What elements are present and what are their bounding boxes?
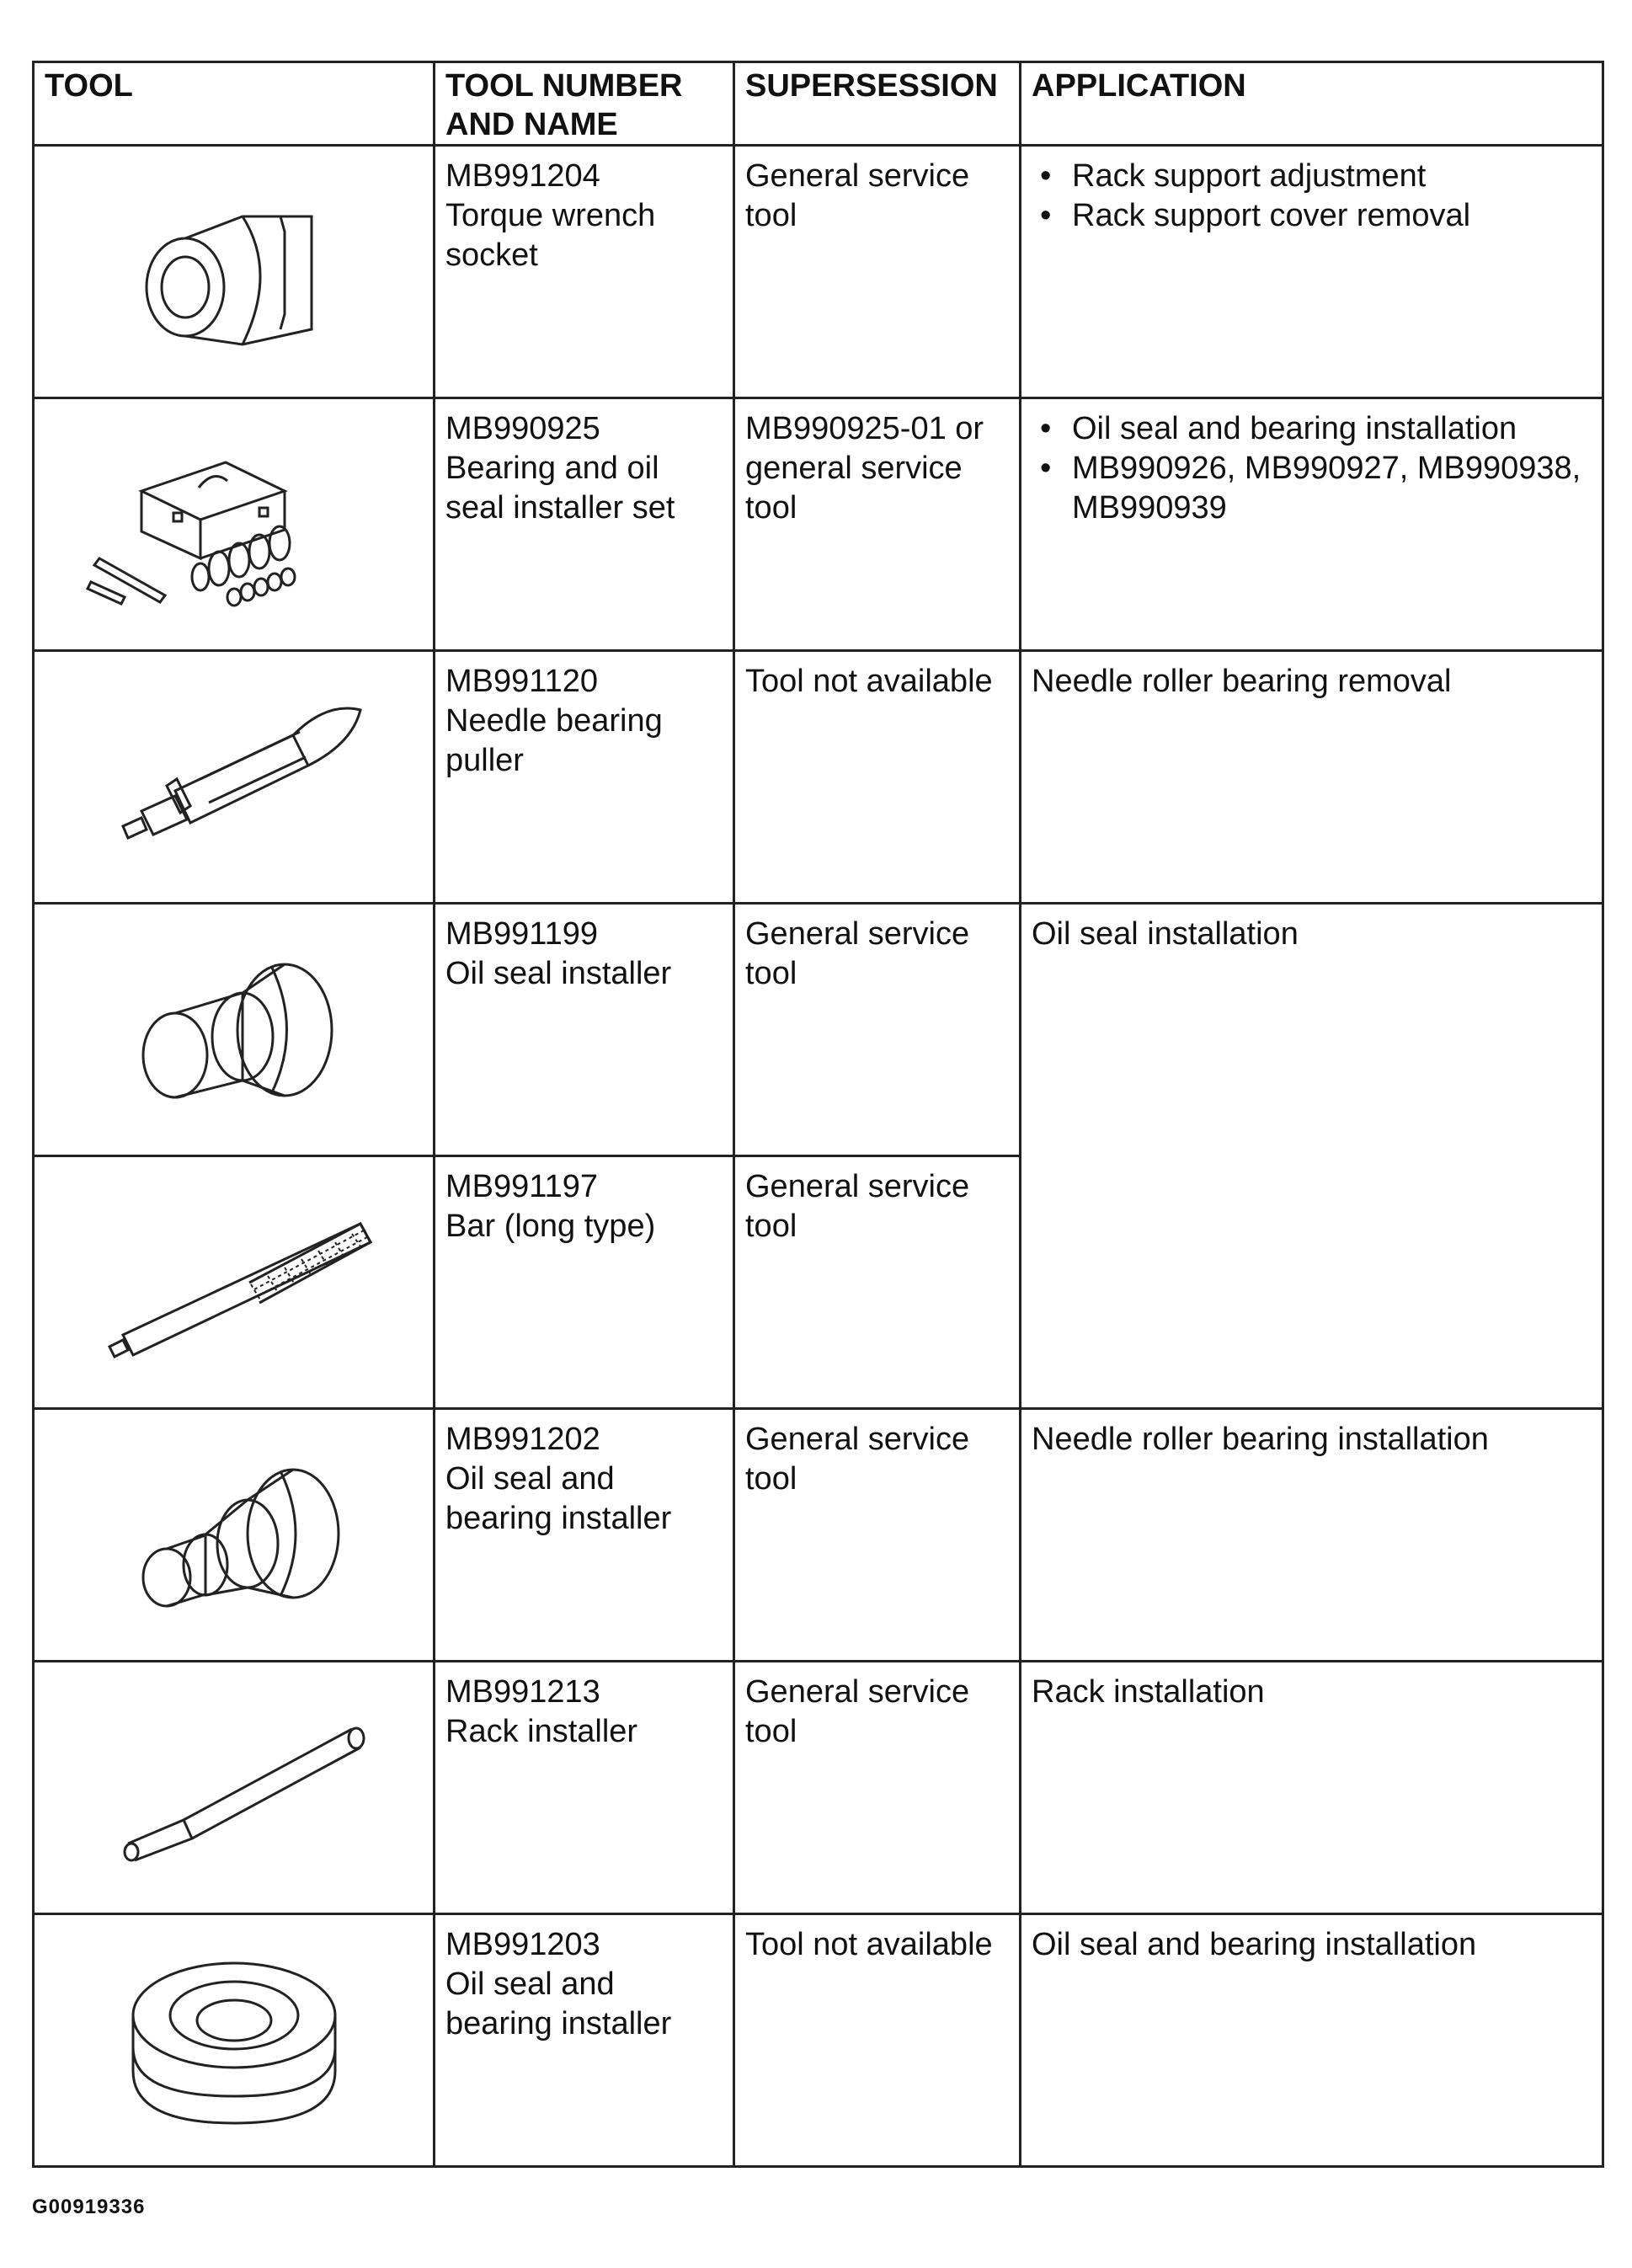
tool-number: MB991202 <box>445 1422 600 1457</box>
tool-name: Bearing and oil seal installer set <box>445 451 675 526</box>
application-item: • MB990926, MB990927, MB990938, MB990939 <box>1032 449 1592 528</box>
table-row <box>34 904 1603 1156</box>
oil-seal-installer-icon <box>99 937 369 1123</box>
tool-number: MB991199 <box>445 916 598 952</box>
tool-number-cell <box>435 398 734 651</box>
tool-image-cell <box>34 398 435 651</box>
supersession-cell: General service tool <box>734 1156 1021 1409</box>
supersession-cell: General service tool <box>734 1662 1021 1914</box>
application-list <box>1032 409 1592 528</box>
tool-image-cell <box>34 1914 435 2167</box>
tool-number: MB991213 <box>445 1674 600 1710</box>
supersession-cell: General service tool <box>734 904 1021 1156</box>
supersession-cell: General service tool <box>734 146 1021 398</box>
figure-reference-id: G00919336 <box>32 2196 146 2218</box>
table-row <box>34 146 1603 398</box>
tool-image-cell <box>34 1662 435 1914</box>
application-cell: Rack installation <box>1021 1662 1603 1914</box>
tool-number-cell <box>435 1409 734 1662</box>
bearing-puller-icon <box>83 685 386 870</box>
tool-image-cell <box>34 651 435 904</box>
supersession-cell: General service tool <box>734 1409 1021 1662</box>
table-row <box>34 398 1603 651</box>
special-tools-table <box>32 61 1604 2168</box>
application-item: • Rack support adjustment <box>1032 157 1592 196</box>
tool-name: Oil seal installer <box>445 956 672 991</box>
socket-icon <box>116 179 352 365</box>
tool-image-cell <box>34 904 435 1156</box>
supersession-cell: MB990925-01 or general service tool <box>734 398 1021 651</box>
tool-number-cell <box>435 904 734 1156</box>
application-cell: Oil seal and bearing installation <box>1021 1914 1603 2167</box>
tool-number: MB991204 <box>445 158 600 194</box>
ring-installer-icon <box>99 1940 369 2142</box>
application-cell <box>1021 398 1603 651</box>
header-tool-number: TOOL NUMBER AND NAME <box>435 62 734 146</box>
tool-number-cell <box>435 651 734 904</box>
tool-number-cell <box>435 1662 734 1914</box>
application-cell: Needle roller bearing removal <box>1021 651 1603 904</box>
application-item: • Oil seal and bearing installation <box>1032 409 1592 449</box>
tool-number-cell <box>435 146 734 398</box>
tool-number-cell <box>435 1914 734 2167</box>
header-row <box>34 62 1603 146</box>
application-cell: Oil seal installation <box>1021 904 1603 1409</box>
header-supersession: SUPERSESSION <box>734 62 1021 146</box>
tool-image-cell <box>34 1409 435 1662</box>
bearing-installer-icon <box>99 1443 369 1628</box>
tool-name: Needle bearing puller <box>445 703 663 778</box>
header-tool: TOOL <box>34 62 435 146</box>
tool-image-cell <box>34 146 435 398</box>
tool-name: Oil seal and bearing installer <box>445 1966 672 2041</box>
table-row <box>34 1662 1603 1914</box>
table-row <box>34 1409 1603 1662</box>
application-list <box>1032 157 1592 236</box>
supersession-cell: Tool not available <box>734 651 1021 904</box>
tool-number: MB990925 <box>445 411 600 446</box>
tool-name: Rack installer <box>445 1714 638 1749</box>
tool-number: MB991197 <box>445 1169 598 1204</box>
header-application: APPLICATION <box>1021 62 1603 146</box>
tool-number: MB991120 <box>445 664 598 699</box>
application-cell <box>1021 146 1603 398</box>
tool-number: MB991203 <box>445 1927 600 1962</box>
rack-installer-icon <box>74 1695 394 1881</box>
table-row <box>34 651 1603 904</box>
application-cell: Needle roller bearing installation <box>1021 1409 1603 1662</box>
tool-name: Oil seal and bearing installer <box>445 1461 672 1536</box>
tool-number-cell <box>435 1156 734 1409</box>
application-item: • Rack support cover removal <box>1032 196 1592 236</box>
tool-name: Torque wrench socket <box>445 198 656 273</box>
table-row <box>34 1914 1603 2167</box>
installer-set-icon <box>74 432 394 617</box>
tool-name: Bar (long type) <box>445 1209 656 1244</box>
long-bar-icon <box>74 1190 394 1375</box>
supersession-cell: Tool not available <box>734 1914 1021 2167</box>
tool-image-cell <box>34 1156 435 1409</box>
